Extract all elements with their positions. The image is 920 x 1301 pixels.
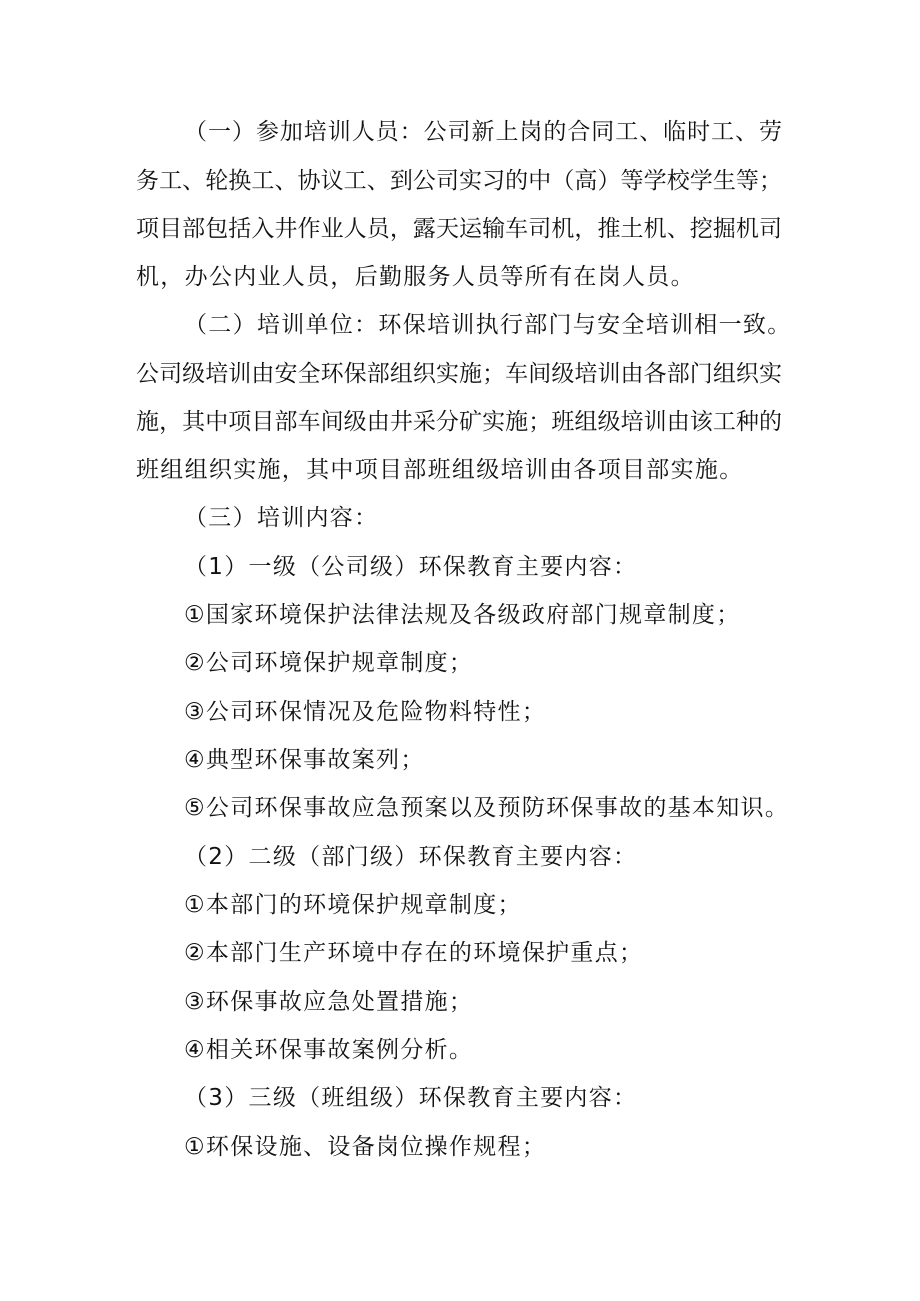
level1-item-4: ④典型环保事故案列； <box>184 747 425 773</box>
level3-item-1: ①环保设施、设备岗位操作规程； <box>184 1134 547 1160</box>
level1-item-2: ②公司环境保护规章制度； <box>184 650 474 676</box>
level1-item-5: ⑤公司环保事故应急预案以及预防环保事故的基本知识。 <box>184 795 790 821</box>
section2-line3: 施，其中项目部车间级由井采分矿实施；班组级培训由该工种的 <box>136 409 782 435</box>
level2-item-1: ①本部门的环境保护规章制度； <box>184 892 522 918</box>
level1-item-3: ③公司环保情况及危险物料特性； <box>184 699 547 725</box>
level1-item-1: ①国家环境保护法律法规及各级政府部门规章制度； <box>184 602 741 628</box>
level2-item-3: ③环保事故应急处置措施； <box>184 989 474 1015</box>
level3-title: （3）三级（班组级）环保教育主要内容： <box>184 1085 638 1111</box>
level2-item-4: ④相关环保事故案例分析。 <box>184 1037 474 1063</box>
section2-line1: （二）培训单位：环保培训执行部门与安全培训相一致。 <box>184 312 792 338</box>
section1-line1: （一）参加培训人员：公司新上岗的合同工、临时工、劳 <box>184 119 782 145</box>
section1-line4: 机，办公内业人员，后勤服务人员等所有在岗人员。 <box>136 264 695 290</box>
section1-line2: 务工、轮换工、协议工、到公司实习的中（高）等学校学生等； <box>136 168 782 194</box>
section2-line2: 公司级培训由安全环保部组织实施；车间级培训由各部门组织实 <box>136 361 782 387</box>
section1-line3: 项目部包括入井作业人员，露天运输车司机，推土机、挖掘机司 <box>136 216 782 242</box>
level2-title: （2）二级（部门级）环保教育主要内容： <box>184 844 638 870</box>
level1-title: （1）一级（公司级）环保教育主要内容： <box>184 554 638 580</box>
level2-item-2: ②本部门生产环境中存在的环境保护重点； <box>184 940 644 966</box>
section2-line4: 班组组织实施，其中项目部班组级培训由各项目部实施。 <box>136 457 744 483</box>
section3-title: （三）培训内容： <box>184 505 379 531</box>
